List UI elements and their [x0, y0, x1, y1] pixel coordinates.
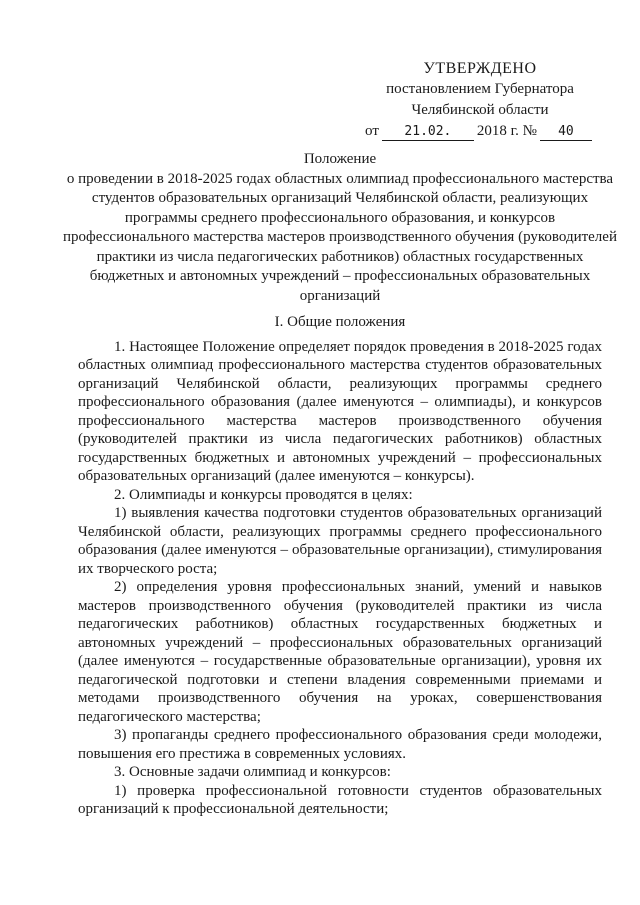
section-heading: I. Общие положения	[274, 314, 406, 330]
number-value: 40	[540, 124, 592, 141]
title-heading: Положение	[303, 151, 377, 167]
approval-line-2: Челябинской области	[411, 102, 549, 118]
paragraph: 3. Основные задачи олимпиад и конкурсов:	[114, 764, 391, 780]
approval-date-line	[360, 121, 600, 142]
paragraph: 3) пропаганды среднего профессионального образования среди молодежи, повышения его престижа в современных условиях.	[78, 727, 602, 762]
date-suffix: 2018 г. №	[476, 123, 537, 139]
paragraph: 2) определения уровня профессиональных знаний, умений и навыков мастеров производственного обучения (руководителей практики из числа педагогических работников) областных государственных бюджетных и автономных учреждений – профессиональных образовательных организаций (далее именуются – государственные образовательные организации), уровня их педагогической подготовки и степени владения современными приемами и методами производственного обучения на уроках, совершенствования педагогического мастерства;	[78, 579, 602, 725]
paragraph: 2. Олимпиады и конкурсы проводятся в целях:	[114, 486, 413, 503]
document-title	[60, 150, 620, 306]
approval-line-1: постановлением Губернатора	[386, 81, 574, 97]
date-prefix: от	[365, 123, 379, 139]
date-value: 21.02.	[382, 124, 474, 141]
paragraph: 1) выявления качества подготовки студентов образовательных организаций Челябинской области, реализующих программы среднего профессионального образования (далее именуются – образовательные организации), стимулирования их творческого роста;	[78, 505, 602, 577]
title-text: о проведении в 2018-2025 годах областных олимпиад профессионального мастерства студентов образовательных организаций Челябинской области, реализующих программы среднего профессионального образования, и конкурсов профессионального мастерства мастеров производственного обучения (руководителей практики из числа педагогических работников) областных государственных бюджетных и автономных учреждений – профессиональных образовательных организаций	[63, 170, 617, 304]
document-body	[78, 313, 602, 819]
approval-block	[360, 58, 600, 142]
approval-heading: УТВЕРЖДЕНО	[423, 60, 537, 77]
paragraph: 1. Настоящее Положение определяет порядок проведения в 2018-2025 годах областных олимпиад профессионального мастерства студентов образовательных организаций Челябинской области, реализующих программы среднего профессионального образования (далее именуются – олимпиады), и конкурсов профессионального мастерства мастеров производственного обучения (руководителей практики из числа педагогических работников) областных государственных бюджетных и автономных учреждений – профессиональных образовательных организаций (далее именуются – конкурсы).	[78, 338, 602, 484]
paragraph: 1) проверка профессиональной готовности студентов образовательных организаций к профессиональной деятельности;	[78, 782, 602, 817]
